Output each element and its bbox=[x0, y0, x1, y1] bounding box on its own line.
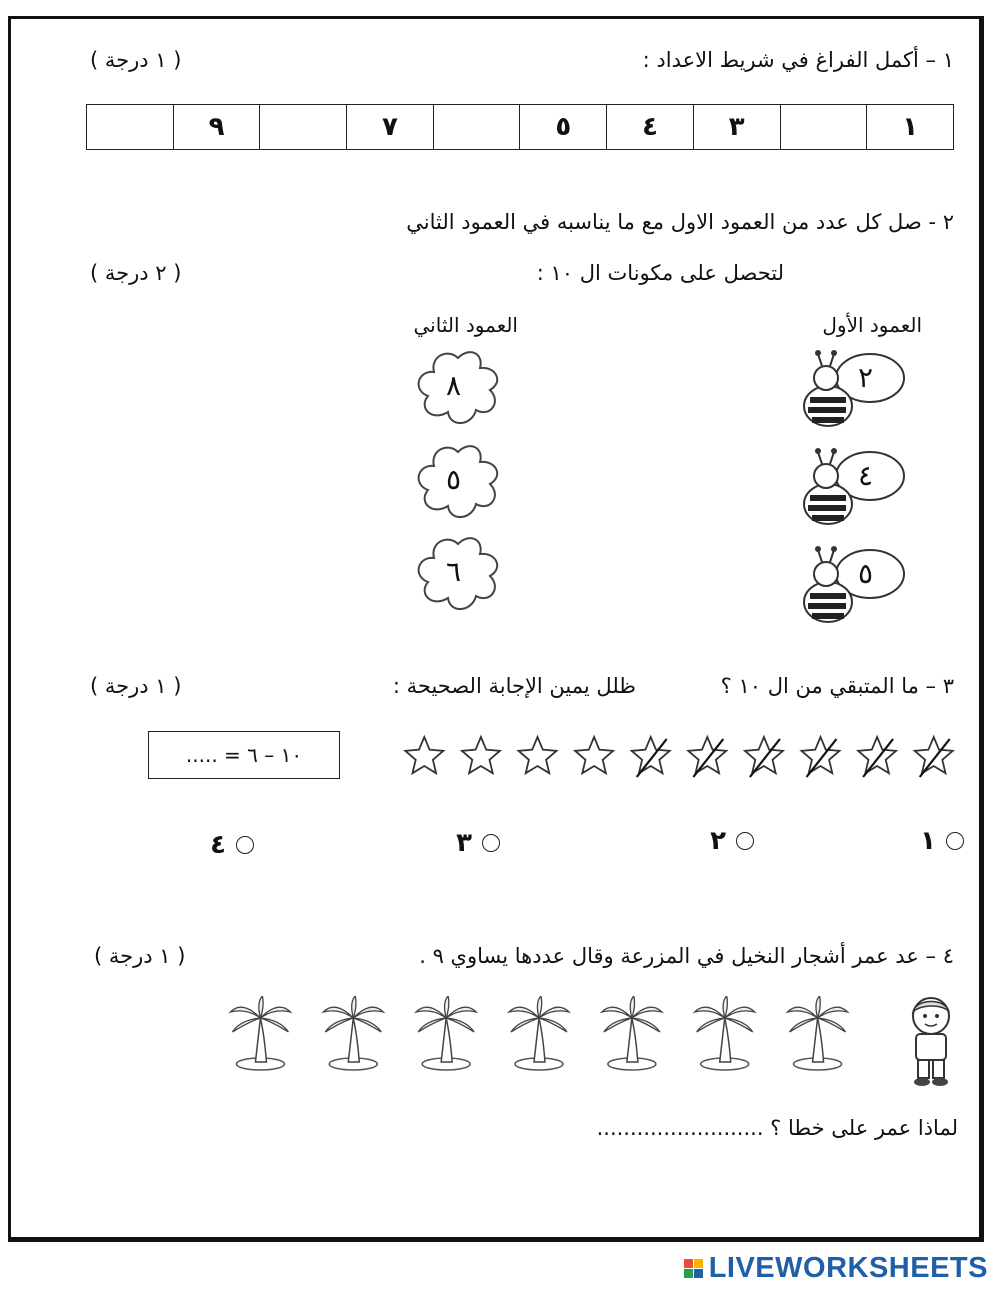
number-line-blank[interactable] bbox=[259, 105, 346, 149]
radio-circle[interactable] bbox=[236, 836, 254, 854]
column-two-header: العمود الثاني bbox=[413, 313, 518, 337]
number-line-cell: ٧ bbox=[346, 105, 433, 149]
column-one-number: ٤ bbox=[858, 459, 874, 492]
q3-instruction: ظلل يمين الإجابة الصحيحة : bbox=[392, 674, 636, 698]
number-line-blank[interactable] bbox=[433, 105, 520, 149]
q2-grade: ( ٢ درجة ) bbox=[90, 261, 182, 285]
answer-option-label: ٢ bbox=[710, 826, 726, 856]
answer-option[interactable] bbox=[920, 826, 964, 856]
q4-title: ٤ – عد عمر أشجار النخيل في المزرعة وقال عددها يساوي ٩ . bbox=[419, 944, 954, 968]
q1-title: ١ – أكمل الفراغ في شريط الاعداد : bbox=[642, 48, 954, 72]
star-icon bbox=[405, 737, 443, 773]
equation-text: ١٠ – ٦ = ..... bbox=[185, 743, 303, 767]
answer-option[interactable] bbox=[210, 830, 254, 860]
number-line-cell: ٤ bbox=[606, 105, 693, 149]
q3-title: ٣ – ما المتبقي من ال ١٠ ؟ bbox=[720, 674, 954, 698]
answer-option-label: ٣ bbox=[456, 828, 472, 858]
column-one-number: ٥ bbox=[858, 557, 874, 590]
column-two-number: ٦ bbox=[446, 555, 462, 588]
radio-circle[interactable] bbox=[946, 832, 964, 850]
palm-tree-icon bbox=[323, 996, 383, 1070]
palm-tree-icon bbox=[788, 996, 848, 1070]
number-line-blank[interactable] bbox=[87, 105, 173, 149]
boy-icon bbox=[900, 994, 962, 1088]
number-line-blank[interactable] bbox=[780, 105, 867, 149]
radio-circle[interactable] bbox=[736, 832, 754, 850]
q2-title-line2: لتحصل على مكونات ال ١٠ : bbox=[536, 261, 784, 285]
q1-grade: ( ١ درجة ) bbox=[90, 48, 182, 72]
palm-tree-icon bbox=[230, 996, 290, 1070]
logo-square bbox=[684, 1259, 693, 1268]
number-line-cell: ٩ bbox=[173, 105, 260, 149]
palm-trees-row bbox=[224, 996, 874, 1072]
answer-option-label: ٤ bbox=[210, 830, 226, 860]
q3-grade: ( ١ درجة ) bbox=[90, 674, 182, 698]
number-line-cell: ٣ bbox=[693, 105, 780, 149]
radio-circle[interactable] bbox=[482, 834, 500, 852]
number-line-cell: ٥ bbox=[519, 105, 606, 149]
logo-square bbox=[684, 1269, 693, 1278]
bee-icon[interactable] bbox=[800, 446, 910, 530]
column-one-number: ٢ bbox=[858, 361, 874, 394]
answer-option-label: ١ bbox=[920, 826, 936, 856]
answer-option[interactable] bbox=[710, 826, 754, 856]
palm-tree-icon bbox=[695, 996, 755, 1070]
q4-question: لماذا عمر على خطا ؟ ......................... bbox=[596, 1116, 958, 1140]
star-icon bbox=[519, 737, 557, 773]
column-two-number: ٥ bbox=[446, 463, 462, 496]
bee-icon[interactable] bbox=[800, 544, 910, 628]
star-icon bbox=[575, 737, 613, 773]
equation-box bbox=[148, 731, 340, 779]
column-two-number: ٨ bbox=[446, 369, 462, 402]
logo-square bbox=[694, 1269, 703, 1278]
palm-tree-icon bbox=[602, 996, 662, 1070]
liveworksheets-logo-icon bbox=[684, 1259, 703, 1278]
star-icon bbox=[462, 737, 500, 773]
palm-tree-icon bbox=[509, 996, 569, 1070]
brand-name: LIVEWORKSHEETS bbox=[708, 1252, 988, 1284]
answer-option[interactable] bbox=[456, 828, 500, 858]
logo-square bbox=[694, 1259, 703, 1268]
number-line-cell: ١ bbox=[866, 105, 953, 149]
stars-row bbox=[396, 732, 962, 782]
number-line bbox=[86, 104, 954, 150]
footer-brand bbox=[684, 1252, 988, 1285]
bee-icon[interactable] bbox=[800, 348, 910, 432]
q2-title-line1: ٢ - صل كل عدد من العمود الاول مع ما يناسبه في العمود الثاني bbox=[406, 210, 954, 234]
palm-tree-icon bbox=[416, 996, 476, 1070]
q4-grade: ( ١ درجة ) bbox=[94, 944, 186, 968]
column-one-header: العمود الأول bbox=[822, 313, 922, 337]
